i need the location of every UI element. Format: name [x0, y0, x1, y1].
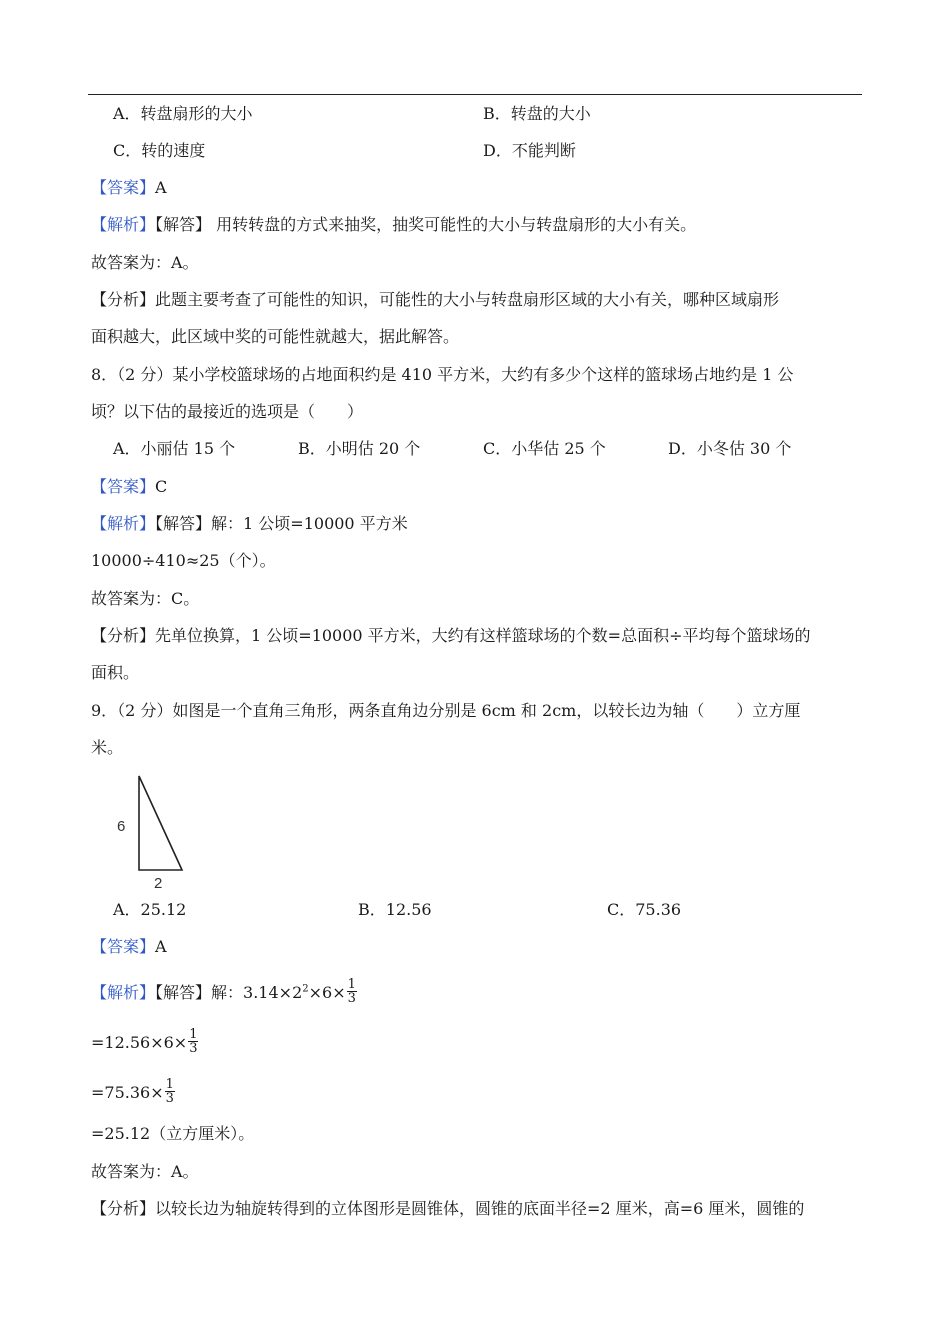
solution-text: 解：1 公顷=10000 平方米 [211, 514, 408, 533]
q9-stem-line1: 9．（2 分）如图是一个直角三角形，两条直角边分别是 6cm 和 2cm，以较长边为轴（ ）立方厘 [91, 701, 801, 720]
fraction-one-third [347, 978, 357, 1005]
step2-text: =75.36× [91, 1083, 164, 1102]
analysis-tag: 【解析】 [91, 514, 156, 533]
fraction-one-third [188, 1028, 198, 1055]
exponent: 2 [302, 983, 309, 995]
fenxi-tag: 【分析】 [91, 1199, 156, 1218]
answer-tag: 【答案】 [91, 477, 156, 496]
fraction-denominator: 3 [347, 991, 356, 1006]
q9-stem-line2: 米。 [91, 738, 124, 757]
fraction-numerator: 1 [347, 977, 356, 992]
base-side-label: 2 [154, 875, 163, 890]
vertical-side-label: 6 [117, 818, 126, 835]
q9-answer [91, 936, 167, 958]
q7-fenxi-line1 [91, 289, 779, 311]
fraction-denominator: 3 [165, 1091, 174, 1106]
q8-solution [91, 513, 408, 535]
q9-conclusion: 故答案为：A。 [91, 1162, 199, 1181]
q7-conclusion: 故答案为：A。 [91, 253, 199, 272]
q7-answer [91, 177, 167, 199]
q7-option-b: B．转盘的大小 [483, 104, 591, 123]
q9-option-c: C．75.36 [607, 900, 682, 919]
q7-fenxi-line2: 面积越大，此区域中奖的可能性就越大，据此解答。 [91, 327, 460, 346]
q9-fenxi-line1 [91, 1198, 804, 1220]
q9-step1 [91, 1027, 198, 1057]
q7-option-d: D．不能判断 [483, 141, 576, 160]
q8-option-d: D．小冬估 30 个 [668, 439, 792, 458]
q8-answer [91, 476, 167, 498]
q8-option-b: B．小明估 20 个 [298, 439, 421, 458]
q9-option-a: A．25.12 [113, 900, 187, 919]
analysis-tag: 【解析】 [91, 215, 156, 234]
q8-conclusion: 故答案为：C。 [91, 589, 200, 608]
q8-option-a: A．小丽估 15 个 [113, 439, 236, 458]
fraction-one-third [165, 1078, 175, 1105]
fenxi-tag: 【分析】 [91, 626, 156, 645]
solution-tag: 【解答】 [155, 514, 212, 533]
q7-solution [91, 214, 696, 236]
fenxi-text: 先单位换算，1 公顷=10000 平方米，大约有这样篮球场的个数=总面积÷平均每个篮球场的 [155, 626, 811, 645]
q8-fenxi-line2: 面积。 [91, 663, 140, 682]
q8-calc: 10000÷410≈25（个）。 [91, 551, 276, 570]
q8-fenxi-line1 [91, 625, 811, 647]
q9-step3: =25.12（立方厘米）。 [91, 1124, 255, 1143]
q7-option-c: C．转的速度 [113, 141, 206, 160]
q8-stem-line1: 8．（2 分）某小学校篮球场的占地面积约是 410 平方米，大约有多少个这样的篮球场占地约是 1 公 [91, 365, 794, 384]
fraction-numerator: 1 [189, 1027, 198, 1042]
header-rule [88, 94, 862, 95]
solution-mid: ×6× [308, 983, 346, 1002]
q8-stem-line2: 顷？以下估的最接近的选项是（ ） [91, 402, 364, 421]
q9-step2 [91, 1077, 175, 1107]
solution-tag: 【解答】 [155, 215, 212, 234]
solution-prefix: 解：3.14×2 [211, 983, 303, 1002]
solution-tag: 【解答】 [155, 983, 212, 1002]
right-triangle-figure [112, 770, 188, 890]
step1-text: =12.56×6× [91, 1033, 188, 1052]
q9-option-b: B．12.56 [358, 900, 432, 919]
fenxi-text: 此题主要考查了可能性的知识，可能性的大小与转盘扇形区域的大小有关，哪种区域扇形 [155, 290, 780, 309]
answer-value: A [155, 937, 167, 956]
answer-tag: 【答案】 [91, 178, 156, 197]
solution-text: 用转转盘的方式来抽奖，抽奖可能性的大小与转盘扇形的大小有关。 [211, 215, 697, 234]
fenxi-tag: 【分析】 [91, 290, 156, 309]
fraction-denominator: 3 [189, 1041, 198, 1056]
triangle-shape [139, 776, 182, 870]
q9-solution [91, 977, 357, 1007]
q8-option-c: C．小华估 25 个 [483, 439, 606, 458]
analysis-tag: 【解析】 [91, 983, 156, 1002]
answer-value: A [155, 178, 167, 197]
q7-option-a: A．转盘扇形的大小 [113, 104, 253, 123]
fenxi-text: 以较长边为轴旋转得到的立体图形是圆锥体，圆锥的底面半径=2 厘米，高=6 厘米，圆锥的 [155, 1199, 805, 1218]
answer-tag: 【答案】 [91, 937, 156, 956]
answer-value: C [155, 477, 168, 496]
fraction-numerator: 1 [165, 1077, 174, 1092]
